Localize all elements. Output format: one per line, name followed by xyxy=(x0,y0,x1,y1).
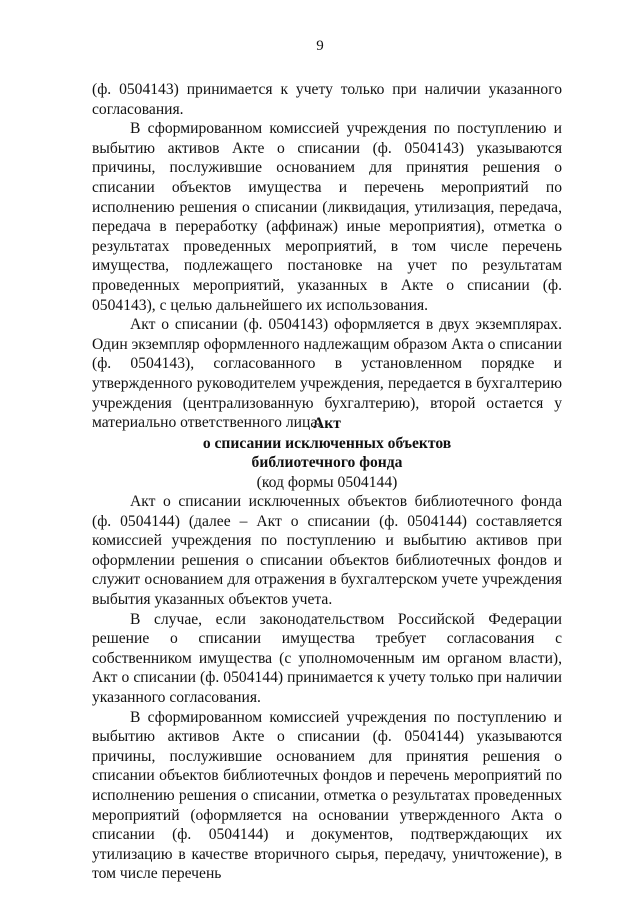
heading-subtitle-line2: библиотечного фонда xyxy=(251,454,403,472)
paragraph: В случае, если законодательством Российской Федерации решение о списании имущества требует согласования с собственником имущества (с уполномоченным им органом власти), Акт о списании (ф. 0504144) принимается к учету только при наличии указанного согласования. xyxy=(92,610,562,706)
heading-title: Акт xyxy=(313,415,341,432)
top-text-block xyxy=(92,80,562,433)
paragraph: Акт о списании (ф. 0504143) оформляется в двух экземплярах. Один экземпляр оформленного надлежащим образом Акта о списании (ф. 0504143), согласованного в установленном порядке и утвержденного руководителем учреждения, передается в бухгалтерию учреждения (централизованную бухгалтерию), второй остается у материально ответственного лица. xyxy=(92,316,562,432)
paragraph: В сформированном комиссией учреждения по поступлению и выбытию активов Акте о списании (ф. 0504143) указываются причины, послужившие основанием для принятия решения о списании объектов имущества и перечень мероприятий по исполнению решения о списании (ликвидация, утилизация, передача, передача в переработку (аффинаж) иные мероприятия), отметка о результатах проведенных мероприятий, в том числе перечень имущества, подлежащего постановке на учет по результатам проведенных мероприятий, указанных в Акте о списании (ф. 0504143), с целью дальнейшего их использования. xyxy=(92,120,562,314)
bottom-text-block xyxy=(92,492,562,884)
section-heading xyxy=(92,414,562,492)
page-number: 9 xyxy=(316,38,324,54)
paragraph: (ф. 0504143) принимается к учету только при наличии указанного согласования. xyxy=(92,81,562,118)
paragraph: Акт о списании исключенных объектов библиотечного фонда (ф. 0504144) (далее – Акт о списании (ф. 0504144) составляется комиссией учреждения по поступлению и выбытию активов при оформлении решения о списании объектов библиотечных фондов и служит основанием для отражения в бухгалтерском учете учреждения выбытия указанных объектов учета. xyxy=(92,493,562,608)
heading-form-code: (код формы 0504144) xyxy=(256,473,398,491)
paragraph: В сформированном комиссией учреждения по поступлению и выбытию активов Акте о списании (ф. 0504144) указываются причины, послужившие основанием для принятия решения о списании объектов библиотечных фондов и перечень мероприятий по исполнению решения о списании, отметка о результатах проведенных мероприятий (оформляется на основании утвержденного Акта о списании (ф. 0504144) и документов, подтверждающих их утилизацию в качестве вторичного сырья, передачу, уничтожение), в том числе перечень xyxy=(92,708,562,883)
heading-subtitle-line1: о списании исключенных объектов xyxy=(202,434,452,452)
